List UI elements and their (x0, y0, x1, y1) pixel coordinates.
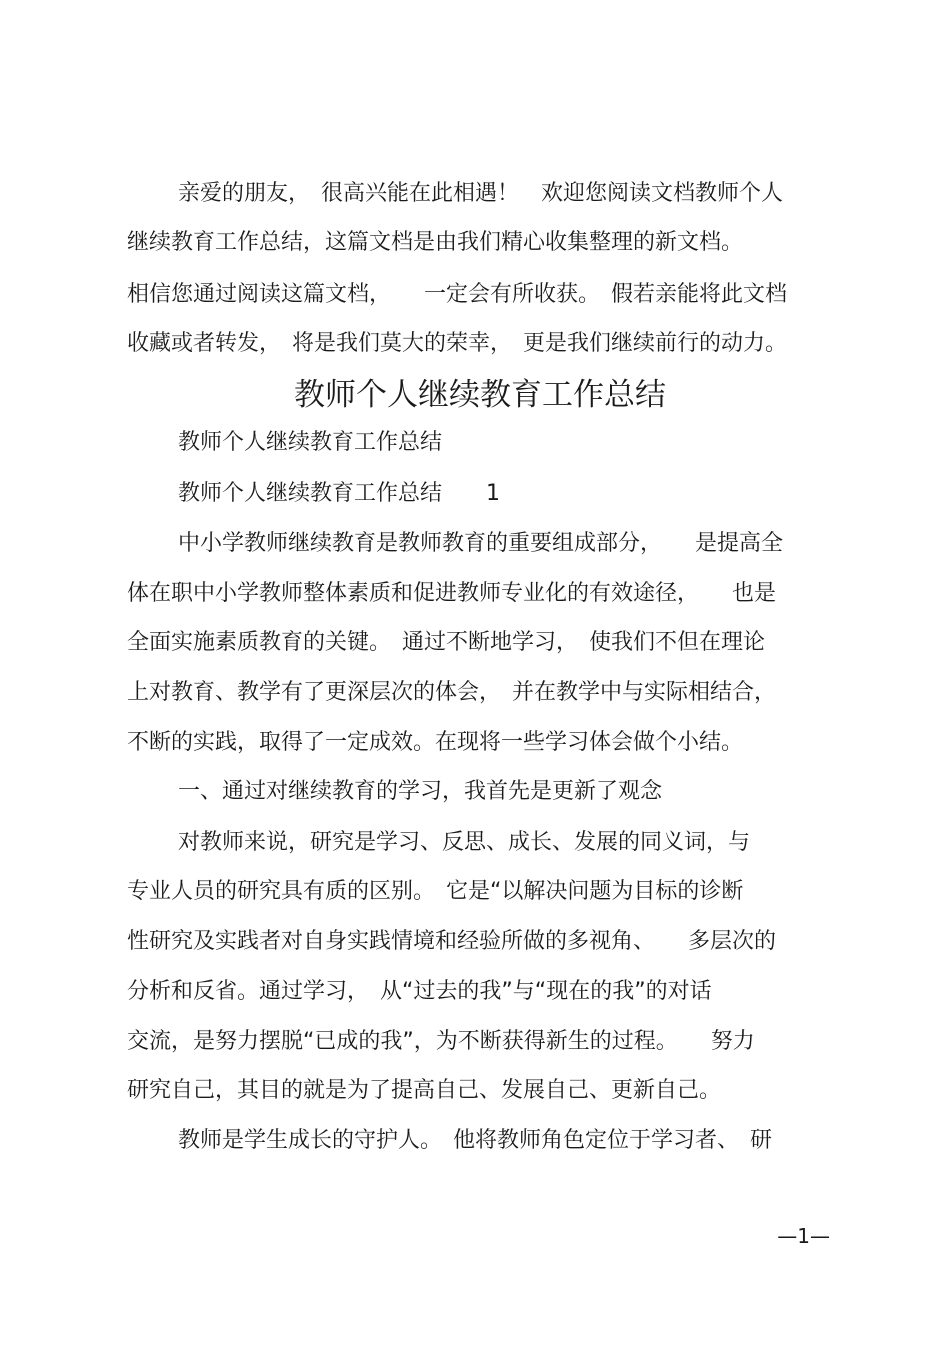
intro-line-2: 继续教育工作总结，这篇文档是由我们精心收集整理的新文档。 (127, 230, 744, 255)
body-line: 研究自己，其目的就是为了提高自己、发展自己、更新自己。 (127, 1078, 722, 1103)
intro-line-4: 收藏或者转发， 将是我们莫大的荣幸， 更是我们继续前行的动力。 (127, 331, 788, 356)
body-line: 体在职中小学教师整体素质和促进教师专业化的有效途径， 也是 (127, 581, 777, 606)
intro-line-1: 亲爱的朋友， 很高兴能在此相遇！ 欢迎您阅读文档教师个人 (178, 181, 784, 206)
body-line: 交流，是努力摆脱“已成的我”，为不断获得新生的过程。 努力 (127, 1029, 755, 1054)
body-line: 对教师来说，研究是学习、反思、成长、发展的同义词，与 (178, 830, 751, 855)
body-heading-1: 一、通过对继续教育的学习，我首先是更新了观念 (178, 779, 663, 804)
page-number: —1— (777, 1224, 830, 1248)
body-line: 上对教育、教学有了更深层次的体会， 并在教学中与实际相结合， (127, 680, 777, 705)
body-line: 性研究及实践者对自身实践情境和经验所做的多视角、 多层次的 (127, 929, 777, 954)
body-line: 教师是学生成长的守护人。 他将教师角色定位于学习者、 研 (178, 1128, 773, 1153)
section-heading: 教师个人继续教育工作总结 1 (178, 481, 500, 506)
document-title: 教师个人继续教育工作总结 (294, 377, 666, 413)
body-line: 中小学教师继续教育是教师教育的重要组成部分， 是提高全 (178, 531, 784, 556)
body-line: 分析和反省。通过学习， 从“过去的我”与“现在的我”的对话 (127, 979, 712, 1004)
intro-line-3: 相信您通过阅读这篇文档， 一定会有所收获。 假若亲能将此文档 (127, 282, 788, 307)
body-line: 专业人员的研究具有质的区别。 它是“以解决问题为目标的诊断 (127, 879, 744, 904)
body-line: 不断的实践，取得了一定成效。在现将一些学习体会做个小结。 (127, 730, 744, 755)
document-subtitle: 教师个人继续教育工作总结 (178, 430, 443, 455)
body-line: 全面实施素质教育的关键。 通过不断地学习， 使我们不但在理论 (127, 630, 766, 655)
